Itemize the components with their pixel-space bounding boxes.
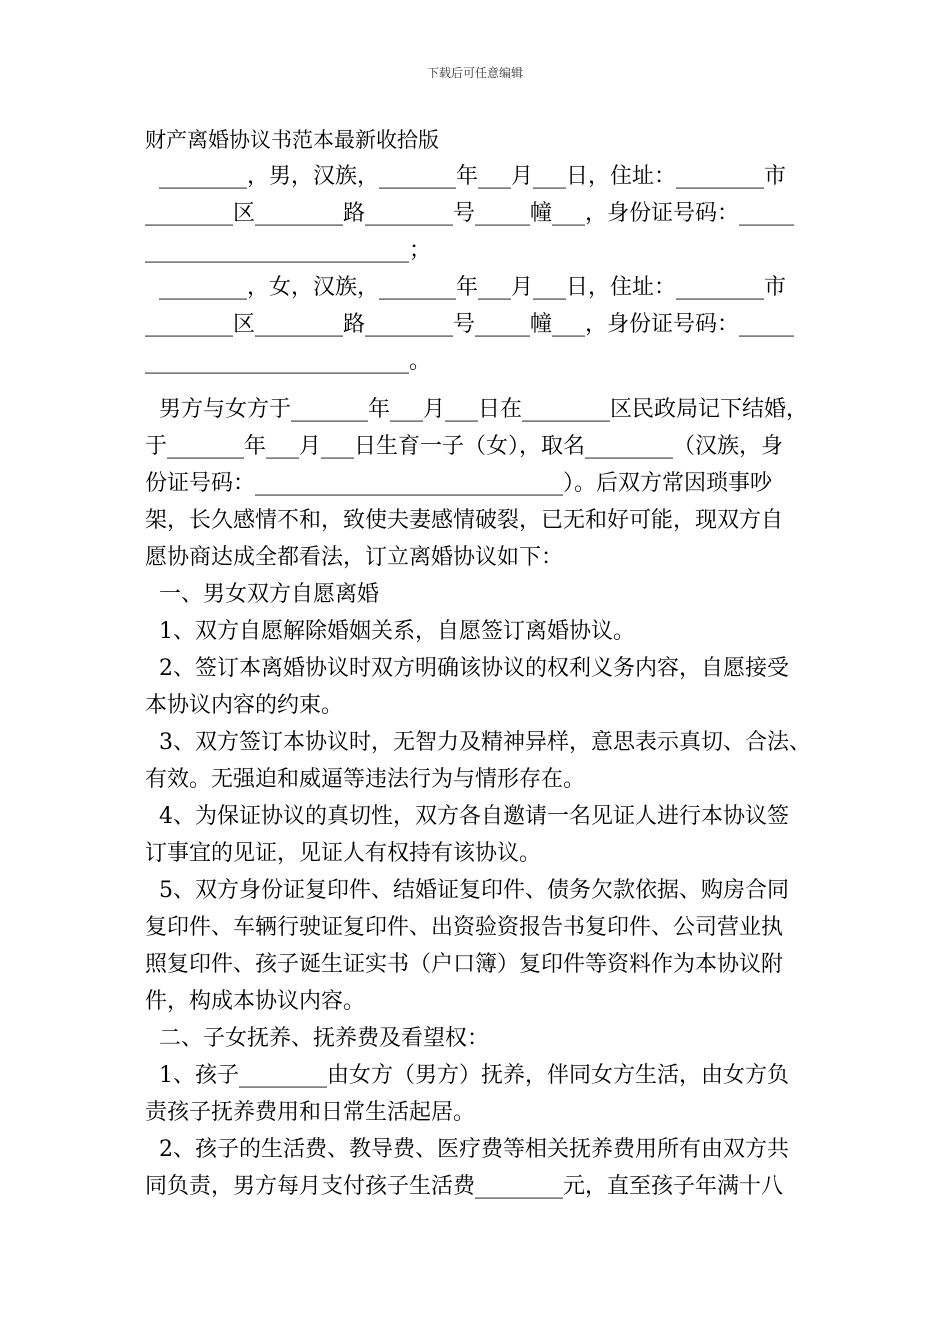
intro-line-1: 男方与女方于_______年___月___日在________区民政局记下结婚， [145,397,808,422]
line-male-1: ________，男，汉族，_______年___月___日，住址：________市 [145,164,786,189]
document-title: 财产离婚协议书范本最新收拾版 [145,128,439,152]
section-1-line-5: 有效。无强迫和威逼等违法行为与情形存在。 [145,767,586,792]
section-1-line-9: 复印件、车辆行驶证复印件、出资验资报告书复印件、公司营业执 [145,915,784,940]
intro-line-2: 于_______年___月___日生育一子（女），取名________（汉族，身 [145,434,784,459]
section-1-line-7: 订事宜的见证，见证人有权持有该协议。 [145,841,542,866]
line-male-2: ________区________路________号_____幢___，身份证号码：_____ [145,201,795,226]
page-header-note: 下载后可任意编辑 [426,66,523,80]
section-1-line-11: 件，构成本协议内容。 [145,989,366,1014]
line-male-3: ________________________； [145,238,432,263]
intro-line-3: 份证号码：____________________________）。后双方常因琐事吵 [145,471,773,496]
line-female-1: ________，女，汉族，_______年___月___日，住址：________市 [145,275,786,300]
intro-line-4: 架，长久感情不和，致使夫妻感情破裂，已无和好可能，现双方自 [145,508,784,533]
section-2-line-3: 2、孩子的生活费、教导费、医疗费等相关抚养费用所有由双方共 [145,1137,789,1162]
section-1-line-10: 照复印件、孩子诞生证实书（户口簿）复印件等资料作为本协议附 [145,952,784,977]
document-body [145,122,835,1205]
paragraph-gap [145,380,835,391]
section-1-line-6: 4、为保证协议的真切性，双方各自邀请一名见证人进行本协议签 [145,804,789,829]
section-1-line-8: 5、双方身份证复印件、结婚证复印件、债务欠款依据、购房合同 [145,878,789,903]
line-female-2: ________区________路________号_____幢___，身份证号码：_____ [145,312,795,337]
section-1-line-3: 本协议内容的约束。 [145,693,344,718]
line-female-3: ________________________。 [145,349,432,374]
section-2-heading: 二、子女抚养、抚养费及看望权： [145,1026,489,1051]
intro-line-5: 愿协商达成全都看法，订立离婚协议如下： [145,545,564,570]
section-1-line-2: 2、签订本离婚协议时双方明确该协议的权利义务内容，自愿接受 [145,656,789,681]
section-1-line-4: 3、双方签订本协议时，无智力及精神异样，意思表示真切、合法、 [145,730,811,755]
section-2-line-4: 同负责，男方每月支付孩子生活费________元，直至孩子年满十八 [145,1174,784,1199]
section-2-line-1: 1、孩子________由女方（男方）抚养，伴同女方生活，由女方负 [145,1063,789,1088]
section-1-line-1: 1、双方自愿解除婚姻关系，自愿签订离婚协议。 [145,619,635,644]
section-2-line-2: 责孩子抚养费用和日常生活起居。 [145,1100,476,1125]
section-1-heading: 一、男女双方自愿离婚 [145,582,379,607]
